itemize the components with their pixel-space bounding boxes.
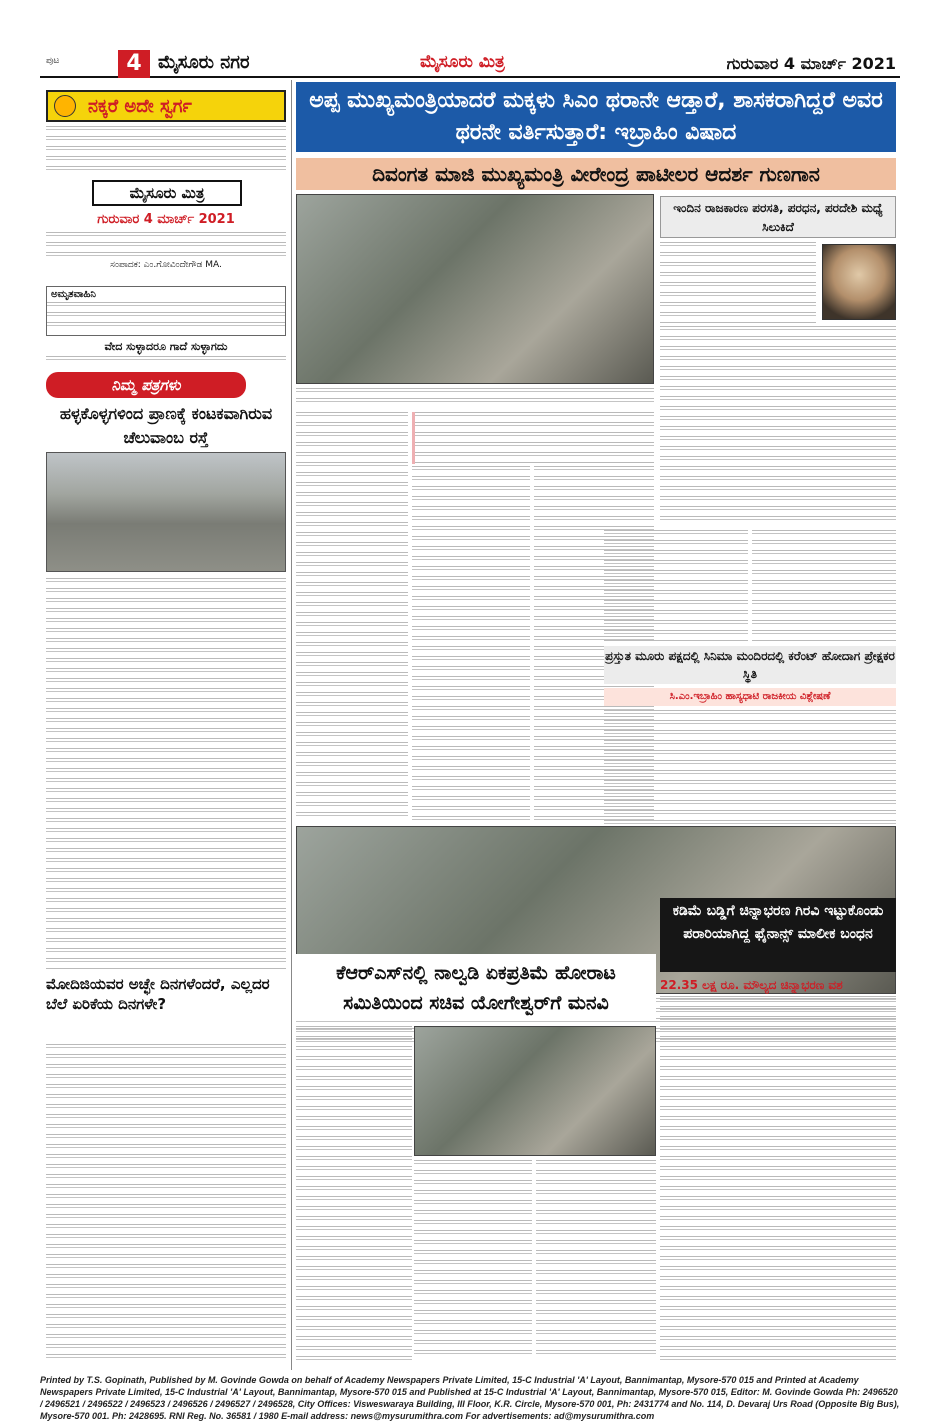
proverb-sub xyxy=(46,356,286,366)
road-photo xyxy=(46,452,286,572)
imprint-footer: Printed by T.S. Gopinath, Published by M. Govinde Gowda on behalf of Academy Newspapers Private Limited, 15-C Industrial 'A' Layout, Bannimantap, Mysore-570 015 and Printed at Academy Newspapers Private Limited, 15-C Industrial 'A' Layout, Bannimantap, Mysore-570 015 and Published at 15-C Industrial 'A' Layout, Bannimantap, Mysore-570 015, Editor: M. Govinde Gowda Ph: 2496520 / 2496521 / 2496522 / 2496523 / 2496526 / 2496527 / 2496528, City Offices: Visweswaraya Building, III Floor, K.R. Circle, Mysore-570 001, Ph: 2431774 and No. 114, D. Devaraj Urs Road (Opposite Big Bus), Mysore-570 001. Ph: 2428695. RNI Reg. No. 36581 / 1980 E-mail address: news@mysurumithra.com For advertisements: ad@mysurumithra.com xyxy=(40,1375,900,1421)
masthead xyxy=(40,50,900,78)
krs-col-1 xyxy=(296,1026,412,1360)
lead-subhead: ದಿವಂಗತ ಮಾಜಿ ಮುಖ್ಯಮಂತ್ರಿ ವೀರೇಂದ್ರ ಪಾಟೀಲರ ಆದರ್ಶ ಗುಣಗಾನ xyxy=(296,158,896,190)
politics-headline: ಇಂದಿನ ರಾಜಕಾರಣ ಪರಸತಿ, ಪರಧನ, ಪರದೇಶಿ ಮಧ್ಯೆ ಸಿಲುಕಿದೆ xyxy=(660,196,896,238)
politics-col-4 xyxy=(752,530,896,642)
proverb: ವೇದ ಸುಳ್ಳಾದರೂ ಗಾದೆ ಸುಳ್ಳಾಗದು xyxy=(104,340,228,353)
motto-text xyxy=(46,232,286,256)
gold-subhead: 22.35 ಲಕ್ಷ ರೂ. ಮೌಲ್ಯದ ಚಿನ್ನಾಭರಣ ವಶ xyxy=(660,978,843,992)
modi-headline: ಮೋದಿಜಿಯವರ ಅಚ್ಛೇ ದಿನಗಳೆಂದರೆ, ಎಲ್ಲದರ ಬೆಲೆ ಏರಿಕೆಯ ದಿನಗಳೇ? xyxy=(46,975,270,1013)
krs-headline: ಕೆಆರ್‌ಎಸ್‌ನಲ್ಲಿ ನಾಲ್ವಡಿ ಏಕಪ್ರತಿಮೆ ಹೋರಾಟ ಸಮಿತಿಯಿಂದ ಸಚಿವ ಯೋಗೇಶ್ವರ್‌ಗೆ ಮನವಿ xyxy=(296,954,656,1020)
amrita-text xyxy=(47,302,285,326)
lead-headline: ಅಪ್ಪ ಮುಖ್ಯಮಂತ್ರಿಯಾದರೆ ಮಕ್ಕಳು ಸಿಎಂ ಥರಾನೇ ಆಡ್ತಾರೆ, ಶಾಸಕರಾಗಿದ್ದರೆ ಅವರ ಥರನೇ ವರ್ತಿಸುತ್ತಾರೆ: ಇಬ್ರಾಹಿಂ ವಿಷಾದ xyxy=(296,82,896,152)
mini-brand: ಮೈಸೂರು ಮಿತ್ರ xyxy=(92,180,242,206)
amrita-title: ಅಮೃತವಾಹಿನಿ xyxy=(51,289,96,300)
issue-date: ಗುರುವಾರ 4 ಮಾರ್ಚ್ 2021 xyxy=(726,54,896,73)
gold-headline: ಕಡಿಮೆ ಬಡ್ಡಿಗೆ ಚಿನ್ನಾಭರಣ ಗಿರವಿ ಇಟ್ಟುಕೊಂಡು ಪರಾರಿಯಾಗಿದ್ದ ಫೈನಾನ್ಸ್ ಮಾಲೀಕ ಬಂಧನ xyxy=(660,898,896,972)
cinema-quote: ಪ್ರಸ್ತುತ ಮೂರು ಪಕ್ಷದಲ್ಲಿ ಸಿನಿಮಾ ಮಂದಿರದಲ್ಲಿ ಕರೆಂಟ್ ಹೋದಾಗ ಪ್ರೇಕ್ಷಕರ ಸ್ಥಿತಿ xyxy=(604,646,896,684)
event-caption xyxy=(296,388,654,408)
letters-badge: ನಿಮ್ಮ ಪತ್ರಗಳು xyxy=(46,372,246,398)
pull-quote xyxy=(412,412,654,464)
amrita-box xyxy=(46,286,286,336)
krs-col-3 xyxy=(536,1160,656,1360)
lead-col-2 xyxy=(412,466,530,822)
editor-line: ಸಂಪಾದಕ: ಎಂ.ಗೋವಿಂದೇಗೌಡ MA. xyxy=(110,260,222,270)
politics-col-3 xyxy=(604,530,748,642)
politics-col-1 xyxy=(660,242,816,324)
page-label: ಪುಟ xyxy=(46,56,60,66)
smiley-icon xyxy=(54,95,76,117)
section-name: ಮೈಸೂರು ನಗರ xyxy=(158,52,250,73)
gold-body xyxy=(660,996,896,1360)
krs-col-2 xyxy=(414,1160,532,1360)
event-photo xyxy=(296,194,654,384)
analysis-strap: ಸಿ.ಎಂ.ಇಬ್ರಾಹಿಂ ಹಾಸ್ಯಧಾಟಿ ರಾಜಕೀಯ ವಿಶ್ಲೇಷಣೆ xyxy=(604,688,896,706)
krs-photo xyxy=(414,1026,656,1156)
letter-body xyxy=(46,578,286,970)
portrait-photo xyxy=(822,244,896,320)
nakkare-title: ನಕ್ಕರೆ ಅದೇ ಸ್ವರ್ಗ xyxy=(88,96,192,117)
page-number: 4 xyxy=(118,50,150,78)
letter2-body xyxy=(46,1044,286,1360)
brand-logo: ಮೈಸೂರು ಮಿತ್ರ xyxy=(420,52,505,72)
joke-text xyxy=(46,126,286,176)
mini-date: ಗುರುವಾರ 4 ಮಾರ್ಚ್ 2021 xyxy=(97,212,235,227)
lead-col-1 xyxy=(296,412,408,822)
letter-headline: ಹಳ್ಳಕೊಳ್ಳಗಳಿಂದ ಪ್ರಾಣಕ್ಕೆ ಕಂಟಕವಾಗಿರುವ ಚೆಲುವಾಂಬ ರಸ್ತೆ xyxy=(59,404,273,447)
nakkare-box xyxy=(46,90,286,122)
politics-col-2 xyxy=(660,326,896,526)
